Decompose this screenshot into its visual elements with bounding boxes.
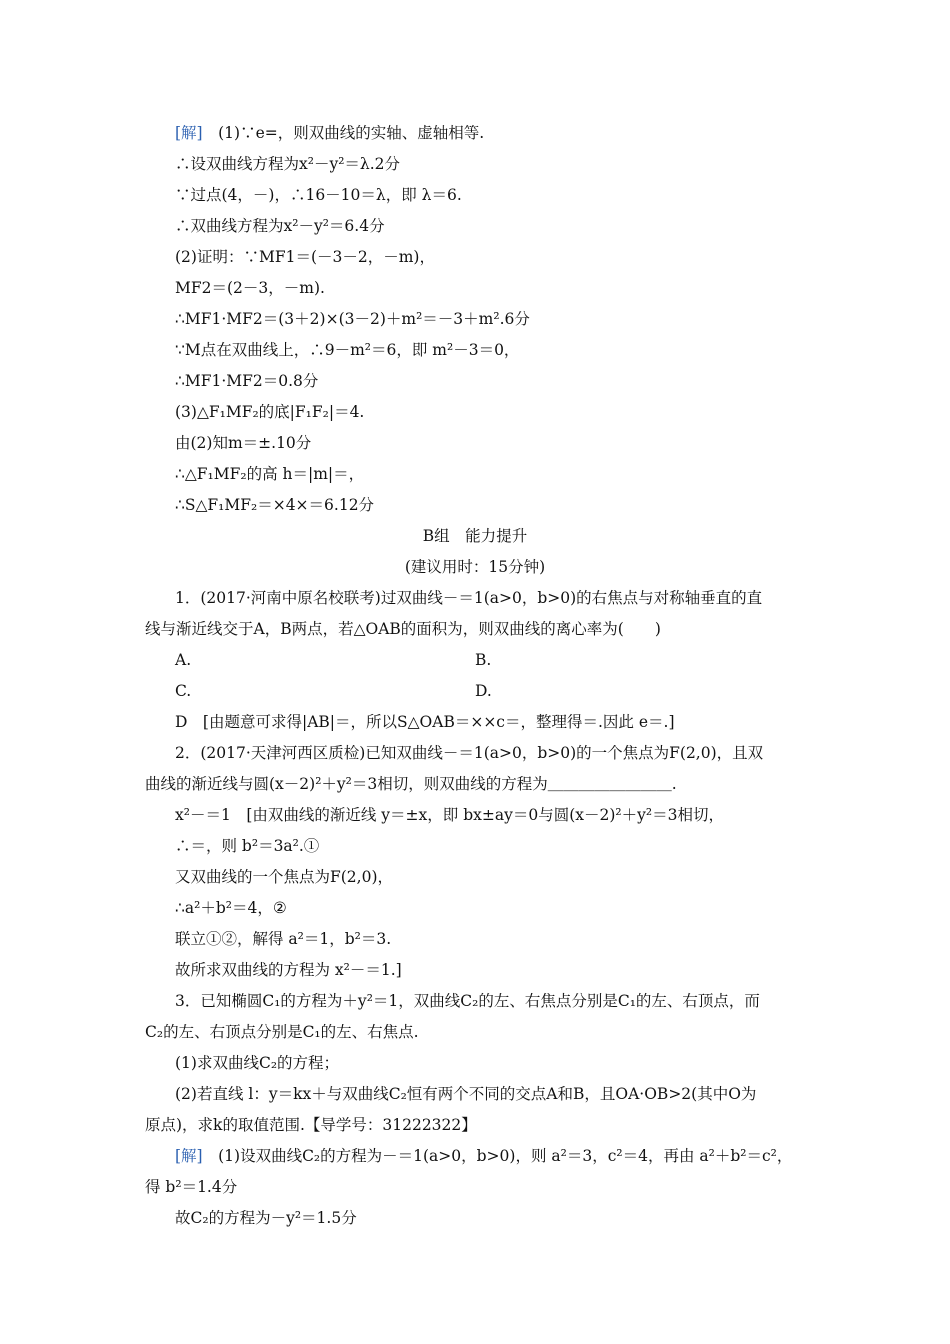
q1-option-c: C. — [175, 682, 192, 700]
q3-solution-2: 得 b²＝1.4分 — [145, 1178, 238, 1196]
section-title: B组 能力提升 — [422, 527, 528, 545]
q2-solution-6: 故所求双曲线的方程为 x²－＝1.] — [175, 961, 402, 979]
q3-solution-tag: [解] — [175, 1147, 203, 1165]
solution-line-3: ∵过点(4，－)，∴16－10＝λ，即 λ＝6. — [175, 186, 462, 204]
q1-options-row-2 — [145, 676, 805, 707]
solution-line-2: ∴设双曲线方程为x²－y²＝λ.2分 — [175, 155, 401, 173]
solution-line-12: ∴△F₁MF₂的高 h＝|m|＝， — [175, 465, 365, 483]
q1-option-b: B. — [475, 651, 492, 669]
q2-solution-3: 又双曲线的一个焦点为F(2,0)， — [175, 868, 393, 886]
q1-answer: D [由题意可求得|AB|＝，所以S△OAB＝××c＝，整理得＝.因此 e＝.] — [175, 713, 675, 731]
q1-option-a: A. — [175, 651, 192, 669]
solution-line-4: ∴双曲线方程为x²－y²＝6.4分 — [175, 217, 385, 235]
q3-part-1: (1)求双曲线C₂的方程； — [175, 1054, 340, 1072]
q2-solution-1: x²－＝1 [由双曲线的渐近线 y＝±x，即 bx±ay＝0与圆(x－2)²＋y²＝3相切， — [175, 806, 724, 824]
q1-options-row-1 — [145, 645, 805, 676]
q1-line-2: 线与渐近线交于A，B两点，若△OAB的面积为，则双曲线的离心率为( ) — [145, 620, 661, 638]
q1-option-d: D. — [475, 682, 492, 700]
solution-line-13: ∴S△F₁MF₂＝×4×＝6.12分 — [175, 496, 375, 514]
q2-solution-5: 联立①②，解得 a²＝1，b²＝3. — [175, 930, 392, 948]
page-content — [145, 118, 805, 1234]
solution-line-5: (2)证明：∵MF1＝(－3－2，－m)， — [175, 248, 435, 266]
q2-solution-2: ∴＝，则 b²＝3a².① — [175, 837, 320, 855]
solution-line-9: ∴MF1·MF2＝0.8分 — [175, 372, 319, 390]
q3-part-2a: (2)若直线 l：y＝kx＋与双曲线C₂恒有两个不同的交点A和B，且OA·OB>2(其中O为 — [175, 1085, 757, 1103]
solution-line-1: [解] (1)∵e=，则双曲线的实轴、虚轴相等. — [175, 124, 485, 142]
q3-line-1: 3．已知椭圆C₁的方程为＋y²＝1，双曲线C₂的左、右焦点分别是C₁的左、右顶点，而 — [175, 992, 760, 1010]
solution-line-8: ∵M点在双曲线上，∴9－m²＝6，即 m²－3＝0， — [175, 341, 520, 359]
q2-line-1: 2．(2017·天津河西区质检)已知双曲线－＝1(a>0，b>0)的一个焦点为F(2,0)，且双 — [175, 744, 764, 762]
q1-line-1: 1．(2017·河南中原名校联考)过双曲线－＝1(a>0，b>0)的右焦点与对称轴垂直的直 — [175, 589, 763, 607]
solution-line-10: (3)△F₁MF₂的底|F₁F₂|＝4. — [175, 403, 365, 421]
q2-line-2: 曲线的渐近线与圆(x－2)²＋y²＝3相切，则双曲线的方程为＿＿＿＿＿＿＿＿. — [145, 775, 677, 793]
solution-line-11: 由(2)知m＝±.10分 — [175, 434, 312, 452]
q3-part-2b: 原点)，求k的取值范围.【导学号：31222322】 — [145, 1116, 477, 1134]
solution-line-7: ∴MF1·MF2＝(3＋2)×(3－2)＋m²＝－3＋m².6分 — [175, 310, 530, 328]
q2-solution-4: ∴a²＋b²＝4，② — [175, 899, 287, 917]
q3-line-2: C₂的左、右顶点分别是C₁的左、右焦点. — [145, 1023, 419, 1041]
solution-tag: [解] — [175, 124, 203, 142]
section-subtitle: (建议用时：15分钟) — [404, 558, 546, 576]
q3-solution-3: 故C₂的方程为－y²＝1.5分 — [175, 1209, 357, 1227]
q3-solution-1: [解] (1)设双曲线C₂的方程为－＝1(a>0，b>0)，则 a²＝3，c²＝4，再由 a²＋b²＝c²， — [175, 1147, 793, 1165]
solution-line-6: MF2＝(2－3，－m). — [175, 279, 325, 297]
